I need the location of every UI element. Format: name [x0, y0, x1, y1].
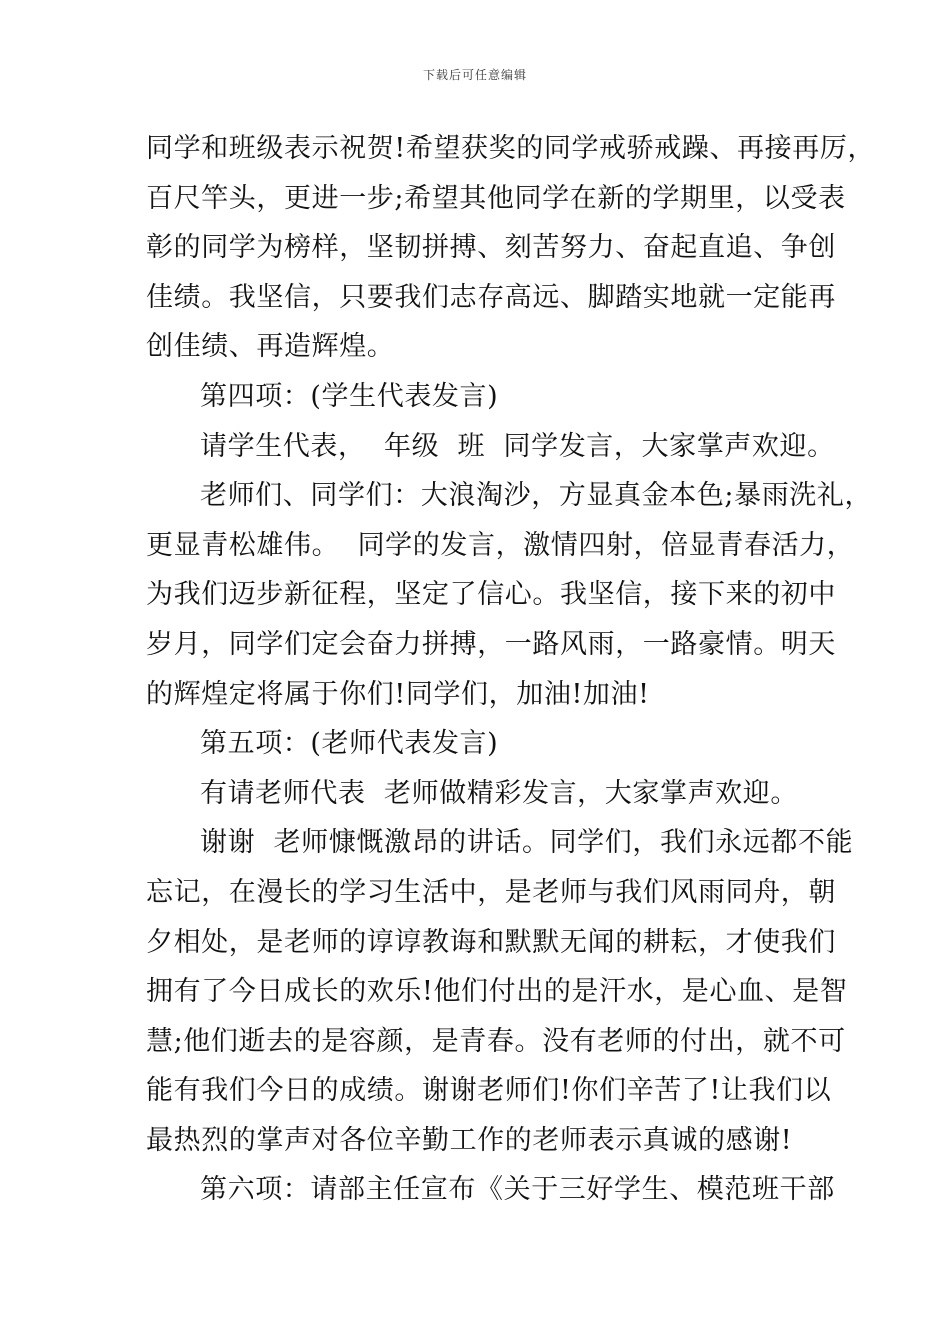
text-line: 彰的同学为榜样，坚韧拼搏、刻苦努力、奋起直追、争创	[146, 232, 836, 264]
text-line: 拥有了今日成长的欢乐!他们付出的是汗水，是心血、是智	[146, 976, 848, 1008]
text-line: 忘记，在漫长的学习生活中，是老师与我们风雨同舟，朝	[146, 876, 836, 908]
text-line: 岁月，同学们定会奋力拼搏，一路风雨，一路豪情。明天	[146, 628, 836, 660]
page-header-note: 下载后可任意编辑	[422, 68, 527, 82]
text-line: 创佳绩、再造辉煌。	[146, 331, 395, 363]
text-line: 夕相处，是老师的谆谆教诲和默默无闻的耕耘，才使我们	[146, 926, 836, 958]
text-line: 第四项：(学生代表发言)	[200, 380, 499, 412]
text-line: 第五项：(老师代表发言)	[200, 728, 499, 760]
text-line: 慧;他们逝去的是容颜，是青春。没有老师的付出，就不可	[146, 1025, 846, 1057]
text-line: 谢谢 老师慷慨激昂的讲话。同学们，我们永远都不能	[200, 827, 854, 859]
text-line: 的辉煌定将属于你们!同学们，加油!加油!	[146, 678, 650, 710]
text-line: 有请老师代表 老师做精彩发言，大家掌声欢迎。	[200, 777, 798, 809]
text-line: 百尺竿头，更进一步;希望其他同学在新的学期里，以受表	[146, 182, 846, 214]
text-line: 更显青松雄伟。 同学的发言，激情四射，倍显青春活力，	[146, 529, 855, 561]
document-body	[146, 124, 876, 1215]
text-line: 第六项：请部主任宣布《关于三好学生、模范班干部	[200, 1174, 835, 1206]
text-line: 佳绩。我坚信，只要我们志存高远、脚踏实地就一定能再	[146, 281, 836, 313]
text-line: 请学生代表， 年级 班 同学发言，大家掌声欢迎。	[200, 430, 835, 462]
text-line: 能有我们今日的成绩。谢谢老师们!你们辛苦了!让我们以	[146, 1075, 832, 1107]
text-line: 同学和班级表示祝贺!希望获奖的同学戒骄戒躁、再接再厉，	[146, 133, 876, 164]
text-line: 最热烈的掌声对各位辛勤工作的老师表示真诚的感谢!	[146, 1124, 793, 1156]
text-line: 为我们迈步新征程，坚定了信心。我坚信，接下来的初中	[146, 579, 836, 611]
text-line: 老师们、同学们：大浪淘沙，方显真金本色;暴雨洗礼，	[200, 480, 873, 512]
